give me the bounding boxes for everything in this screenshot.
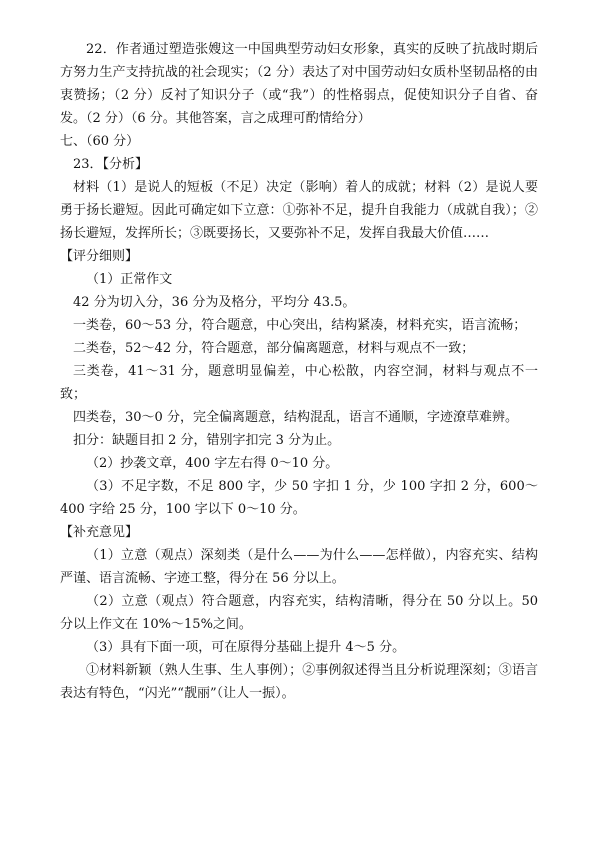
supplement-heading: 【补充意见】 — [60, 525, 139, 540]
supplement-item-2: （2）立意（观点）符合题意，内容充实，结构清晰，得分在 50 分以上。50 分以上作文在 10%～15%之间。 — [60, 594, 538, 632]
section-7-heading: 七、（60 分） — [60, 134, 140, 149]
q23-analysis: 材料（1）是说人的短板（不足）决定（影响）着人的成就；材料（2）是说人要勇于扬长避短。因此可确定如下立意：①弥补不足，提升自我能力（成就自我）；②扬长避短，发挥所长；③既要扬长，又要弥补不足，发挥自我最大价值…… — [60, 180, 538, 241]
rubric-short-length: （3）不足字数，不足 800 字，少 50 字扣 1 分，少 100 字扣 2 分，600～400 字给 25 分，100 字以下 0～10 分。 — [60, 479, 538, 517]
supplement-item-3: （3）具有下面一项，可在原得分基础上提升 4～5 分。 — [86, 640, 406, 655]
q22-answer: 22．作者通过塑造张嫂这一中国典型劳动妇女形象，真实的反映了抗战时期后方努力生产支持抗战的社会现实；（2 分）表达了对中国劳动妇女质朴坚韧品格的由衷赞扬；（2 分）反衬了知识分子（或“我”）的性格弱点，促使知识分子自省、奋发。（2 分）（6 分。其他答案，言之成理可酌情给分） — [60, 42, 538, 126]
rubric-class-4: 四类卷，30～0 分，完全偏离题意，结构混乱，语言不通顺，字迹潦草难辨。 — [73, 410, 518, 425]
rubric-class-1: 一类卷，60～53 分，符合题意，中心突出，结构紧凑，材料充实，语言流畅； — [73, 318, 527, 333]
rubric-class-2: 二类卷，52～42 分，符合题意，部分偏离题意，材料与观点不一致； — [73, 341, 475, 356]
q23-title: 23．【分析】 — [73, 157, 149, 172]
rubric-cut-score: 42 分为切入分，36 分为及格分，平均分 43.5。 — [73, 295, 356, 310]
rubric-deduction: 扣分：缺题目扣 2 分，错别字扣完 3 分为止。 — [73, 433, 341, 448]
supplement-item-1: （1）立意（观点）深刻类（是什么——为什么——怎样做），内容充实、结构严谨、语言流畅、字迹工整，得分在 56 分以上。 — [60, 548, 538, 586]
supplement-item-4: ①材料新颖（熟人生事、生人事例）；②事例叙述得当且分析说理深刻；③语言表达有特色，“闪光”“靓丽”（让人一振）。 — [60, 663, 538, 701]
rubric-class-3: 三类卷，41～31 分，题意明显偏差，中心松散，内容空洞，材料与观点不一致； — [60, 364, 538, 402]
rubric-normal: （1）正常作文 — [86, 272, 173, 287]
document-content — [60, 38, 538, 705]
rubric-copying: （2）抄袭文章，400 字左右得 0～10 分。 — [86, 456, 339, 471]
rubric-heading: 【评分细则】 — [60, 249, 139, 264]
